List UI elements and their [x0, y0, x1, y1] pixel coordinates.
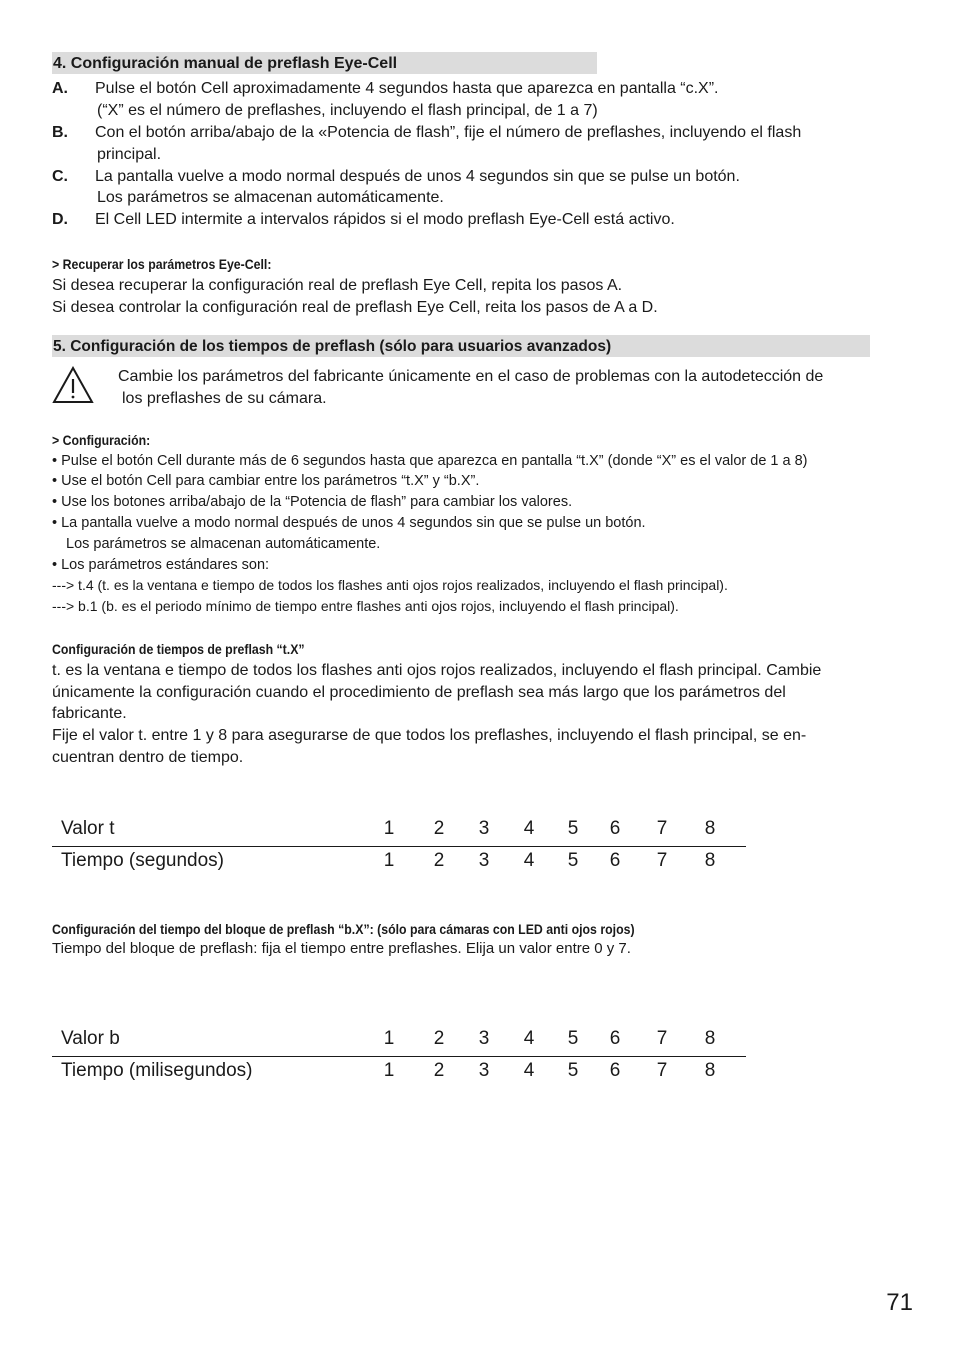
table-cell: 5 — [567, 818, 579, 839]
table-b — [52, 1024, 746, 1088]
table-cell: 8 — [704, 818, 716, 839]
table-cell: 7 — [656, 1028, 668, 1049]
step-c-line-2: Los parámetros se almacenan automáticamente. — [97, 189, 444, 206]
step-b-line-2: principal. — [97, 146, 162, 163]
step-c-label: C. — [52, 168, 68, 185]
table-cell: 4 — [523, 1028, 535, 1049]
step-c-line-1: La pantalla vuelve a modo normal después de unos 4 segundos sin que se pulse un botón. — [95, 168, 740, 185]
warning-line-2: los preflashes de su cámara. — [122, 390, 327, 407]
table-cell: 4 — [523, 850, 535, 871]
table-cell: 4 — [523, 1060, 535, 1081]
table-cell: 7 — [656, 818, 668, 839]
section-4-heading: 4. Configuración manual de preflash Eye-Cell — [52, 52, 597, 74]
step-a-label: A. — [52, 80, 68, 97]
row-label: Tiempo (segundos) — [61, 850, 224, 871]
recover-line-1: Si desea recuperar la configuración real de preflash Eye Cell, repita los pasos A. — [52, 277, 623, 294]
tx-line-4: Fije el valor t. entre 1 y 8 para asegurarse de que todos los preflashes, incluyendo el flash principal, se en- — [52, 727, 807, 744]
tx-line-3: fabricante. — [52, 705, 127, 722]
table-cell: 6 — [609, 818, 621, 839]
table-row — [52, 846, 746, 878]
row-label: Valor t — [61, 818, 115, 839]
table-cell: 6 — [609, 850, 621, 871]
table-cell: 2 — [433, 1028, 445, 1049]
config-line-2: • Use el botón Cell para cambiar entre los parámetros “t.X” y “b.X”. — [52, 473, 480, 489]
table-cell: 3 — [478, 1028, 490, 1049]
warning-line-1: Cambie los parámetros del fabricante únicamente en el caso de problemas con la autodetección de — [118, 368, 824, 385]
config-line-4: • La pantalla vuelve a modo normal después de unos 4 segundos sin que se pulse un botón. — [52, 515, 646, 531]
table-cell: 1 — [383, 818, 395, 839]
table-cell: 4 — [523, 818, 535, 839]
recover-line-2: Si desea controlar la configuración real de preflash Eye Cell, reita los pasos de A a D. — [52, 299, 658, 316]
table-cell: 8 — [704, 1060, 716, 1081]
step-d-label: D. — [52, 211, 68, 228]
step-d-line-1: El Cell LED intermite a intervalos rápidos si el modo preflash Eye-Cell está activo. — [95, 211, 675, 228]
table-cell: 1 — [383, 1028, 395, 1049]
config-line-8: ---> b.1 (b. es el periodo mínimo de tiempo entre flashes anti ojos rojos, incluyendo el flash principal). — [52, 598, 679, 614]
table-cell: 8 — [704, 850, 716, 871]
row-label: Tiempo (milisegundos) — [61, 1060, 253, 1081]
table-row — [52, 814, 746, 846]
table-cell: 5 — [567, 850, 579, 871]
table-cell: 6 — [609, 1060, 621, 1081]
recover-heading: > Recuperar los parámetros Eye-Cell: — [52, 256, 272, 272]
table-cell: 7 — [656, 1060, 668, 1081]
table-cell: 3 — [478, 818, 490, 839]
table-cell: 7 — [656, 850, 668, 871]
step-a-line-2: (“X” es el número de preflashes, incluyendo el flash principal, de 1 a 7) — [97, 102, 598, 119]
section-5-heading: 5. Configuración de los tiempos de preflash (sólo para usuarios avanzados) — [52, 335, 870, 357]
table-row — [52, 1056, 746, 1088]
bx-heading: Configuración del tiempo del bloque de preflash “b.X”: (sólo para cámaras con LED anti ojos rojos) — [52, 921, 635, 937]
config-line-7: ---> t.4 (t. es la ventana e tiempo de todos los flashes anti ojos rojos realizados, incluyendo el flash principal). — [52, 577, 728, 593]
tx-line-5: cuentran dentro de tiempo. — [52, 749, 244, 766]
tx-line-1: t. es la ventana e tiempo de todos los flashes anti ojos rojos realizados, incluyendo el flash principal. Cambie — [52, 662, 822, 679]
tx-line-2: únicamente la configuración cuando el procedimiento de preflash sea más largo que los parámetros del — [52, 684, 786, 701]
table-cell: 8 — [704, 1028, 716, 1049]
table-cell: 2 — [433, 1060, 445, 1081]
warning-icon — [52, 366, 94, 404]
config-line-1: • Pulse el botón Cell durante más de 6 segundos hasta que aparezca en pantalla “t.X” (donde “X” es el valor de 1 a 8) — [52, 453, 808, 469]
row-label: Valor b — [61, 1028, 120, 1049]
bx-line: Tiempo del bloque de preflash: fija el tiempo entre preflashes. Elija un valor entre 0 y 7. — [52, 940, 631, 957]
step-a-line-1: Pulse el botón Cell aproximadamente 4 segundos hasta que aparezca en pantalla “c.X”. — [95, 80, 719, 97]
tx-heading: Configuración de tiempos de preflash “t.X” — [52, 641, 305, 657]
table-cell: 2 — [433, 850, 445, 871]
config-line-6: • Los parámetros estándares son: — [52, 557, 270, 573]
config-line-5: Los parámetros se almacenan automáticamente. — [66, 536, 381, 552]
table-cell: 5 — [567, 1028, 579, 1049]
table-cell: 3 — [478, 850, 490, 871]
table-cell: 5 — [567, 1060, 579, 1081]
table-cell: 6 — [609, 1028, 621, 1049]
table-row — [52, 1024, 746, 1056]
config-line-3: • Use los botones arriba/abajo de la “Potencia de flash” para cambiar los valores. — [52, 494, 573, 510]
config-heading: > Configuración: — [52, 432, 151, 448]
table-t — [52, 814, 746, 878]
step-b-label: B. — [52, 124, 68, 141]
table-cell: 1 — [383, 850, 395, 871]
table-cell: 3 — [478, 1060, 490, 1081]
table-cell: 2 — [433, 818, 445, 839]
step-b-line-1: Con el botón arriba/abajo de la «Potencia de flash”, fije el número de preflashes, incluyendo el flash — [95, 124, 802, 141]
page-number: 71 — [886, 1289, 913, 1316]
table-cell: 1 — [383, 1060, 395, 1081]
